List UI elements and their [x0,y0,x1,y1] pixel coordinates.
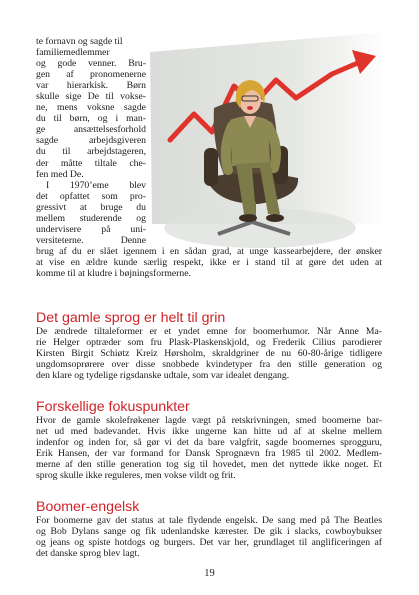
section-heading: Det gamle sprog er helt til grin [36,310,226,326]
text-line: rie Helger optræder som fru Plask-Plaskenskjold, og Frederik Cilius parodierer [36,337,382,349]
text-line: Erik Hansen, der var formand for Dansk Sprognævn fra 1985 til 2002. Medlem- [36,448,382,460]
narrow-column-paragraph [36,36,146,246]
text-line: det danske sprog blev lagt. [36,548,140,560]
section-paragraph [36,515,382,559]
text-line: Hvor de gamle skolefrøkener lagde vægt på retskrivningen, smed boomerne bar- [36,415,382,426]
woman-shoe-right [266,214,284,222]
illustration-businesswoman-arrow [148,28,396,260]
text-line: og jeans og spiste hotdogs og burgers. Det var her, grundlaget til anglificeringen af [36,537,382,549]
woman-mouth [247,106,253,110]
woman-shoe-left [239,214,257,222]
column-line: mellem studerende og [36,212,146,224]
armrest-left [204,148,218,186]
column-line: ne, mens voksne sagde [36,102,146,114]
column-line: gressivt at bruge du [36,201,146,213]
column-line: te fornavn og sagde til [36,36,123,47]
floor-shadow [164,208,356,248]
text-line: For boomerne gav det status at tale flydende engelsk. De sang med på The Beatles [36,515,382,526]
section-heading: Forskellige fokuspunkter [36,399,190,415]
column-line: versiteterne. Denne [36,234,146,246]
column-line: skulle sige De til vokse- [36,91,146,103]
text-line: ungdomsoprørere over disse snobbede kvindetyper fra den stille generation og [36,359,382,371]
column-line: du til børn, og i man- [36,113,146,125]
column-line: fen med De. [36,168,84,180]
intro-paragraph [36,246,382,279]
text-line: indenfor og inden for, så gør vi det da bare valgfrit, sagde boomernes sprogguru, [36,437,382,449]
column-line: gen af pronomenerne [36,69,146,81]
text-line: net ud med badevandet. Hvis ikke ungerne kan hitte ud af at skelne mellem [36,426,382,438]
column-line: var hierarkisk. Børn [36,80,146,92]
section-heading: Boomer-engelsk [36,499,140,515]
text-line: og Bob Dylans sange og fik udenlandske kærester. De gik i slacks, cowboybukser [36,526,382,538]
text-line: merne af den stille generation tog sig til hovedet, men det nyttede ikke noget. Et [36,459,382,471]
column-line: familiemedlemmer [36,47,110,59]
column-line: der måtte tiltale che- [36,157,146,169]
column-line: undervisere på uni- [36,223,146,235]
column-line: det opfattet som pro- [36,190,146,202]
text-line: den klare og tydelige rigsdanske udtale, som var idealet dengang. [36,370,290,382]
column-line: ge ansættelsesforhold [36,124,146,136]
column-line: I 1970’eme blev [46,179,146,191]
column-line: og gode venner. Bru- [36,58,146,70]
section-paragraph [36,326,382,381]
text-line: sprog skulle ikke reguleres, men vokse vildt og frit. [36,470,236,482]
text-line: Kirsten Birgit Schiøtz Kreiz Hørsholm, skraldgriner de nu 60-80-årige tidligere [36,348,382,360]
text-line: komme til at kludre i bøjningsformerne. [36,268,191,280]
text-line: brug af du er slået igennem i en sådan grad, at unge kassearbejdere, der ønsker [36,246,382,257]
page-number: 19 [204,568,215,579]
column-line: du til arbejdstageren, [36,146,146,158]
section-paragraph [36,415,382,481]
text-line: De ændrede tiltaleformer er et yndet emne for boomerhumor. Når Anne Ma- [36,326,382,337]
column-line: sagde arbejdsgiveren [36,135,146,147]
text-line: at vise en ældre kunde særlig respekt, ikke er i stand til at gøre det uden at [36,257,382,269]
